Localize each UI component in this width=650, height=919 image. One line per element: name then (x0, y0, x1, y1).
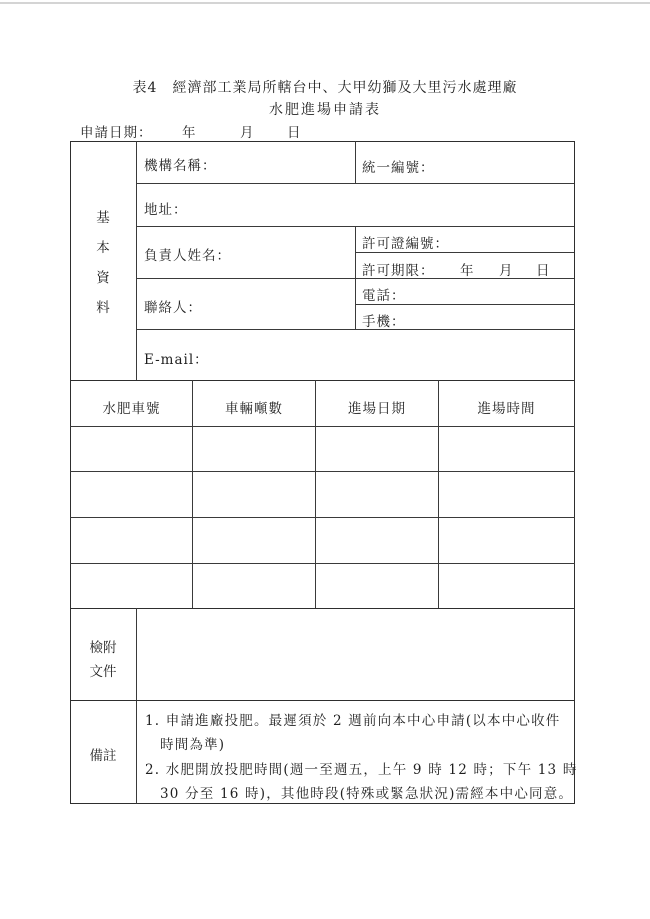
basic-info-label-char-2: 本 (96, 240, 110, 256)
address-label: 地址： (144, 202, 188, 218)
basic-info-label-char-4: 料 (96, 300, 110, 316)
apply-date-day-unit[interactable]: 日 (287, 125, 302, 141)
mobile-label: 手機： (362, 314, 406, 330)
vehicle-cell-entry-date[interactable] (316, 472, 438, 517)
address-field[interactable] (137, 184, 574, 226)
vehicle-cell-truck-number[interactable] (71, 564, 192, 608)
email-field[interactable] (137, 330, 574, 380)
apply-date (80, 121, 302, 141)
remark-line-3: 2. 水肥開放投肥時間(週一至週五，上午 9 時 12 時；下午 13 時 (145, 762, 578, 778)
email-label: E-mail： (144, 352, 209, 368)
section-divider-remarks (70, 700, 575, 701)
remarks-label: 備註 (89, 748, 117, 764)
attachments-field[interactable] (137, 609, 574, 700)
vehicle-cell-entry-date[interactable] (316, 427, 438, 471)
basic-info-label-char-1: 基 (96, 210, 110, 226)
section-divider-vehicle (70, 380, 575, 381)
vehicle-cell-entry-date[interactable] (316, 564, 438, 608)
contact-person-field[interactable] (137, 279, 355, 329)
vehicle-cell-vehicle-tonnage[interactable] (193, 518, 315, 563)
remark-line-1: 1. 申請進廠投肥。最遲須於 2 週前向本中心申請(以本中心收件 (145, 713, 561, 729)
vehicle-cell-entry-time[interactable] (439, 518, 574, 563)
permit-number-field[interactable] (356, 227, 574, 252)
phone-field[interactable] (356, 279, 574, 304)
mobile-field[interactable] (356, 305, 574, 329)
vehicle-cell-truck-number[interactable] (71, 427, 192, 471)
org-name-label: 機構名稱： (144, 158, 217, 174)
vehicle-cell-vehicle-tonnage[interactable] (193, 472, 315, 517)
col-header-entry-date: 進場日期 (348, 401, 406, 417)
vehicle-cell-entry-time[interactable] (439, 427, 574, 471)
contact-person-label: 聯絡人： (144, 300, 202, 316)
permit-period-field[interactable] (356, 253, 574, 278)
permit-day-unit: 日 (536, 263, 551, 279)
permit-year-unit: 年 (460, 263, 475, 279)
table-border-right (574, 141, 575, 804)
apply-date-year-unit[interactable]: 年 (182, 125, 197, 141)
basic-info-label-char-3: 資 (96, 270, 110, 286)
responsible-person-field[interactable] (137, 227, 355, 278)
permit-number-label: 許可證編號： (362, 236, 449, 252)
permit-period-label: 許可期限： (362, 263, 435, 279)
org-name-field[interactable] (137, 142, 355, 183)
col-header-entry-time: 進場時間 (477, 401, 536, 417)
page-top-edge (0, 2, 650, 4)
vehicle-cell-entry-date[interactable] (316, 518, 438, 563)
apply-date-month-unit[interactable]: 月 (240, 125, 255, 141)
table-border-bottom (70, 803, 575, 804)
vehicle-cell-vehicle-tonnage[interactable] (193, 427, 315, 471)
vehicle-cell-vehicle-tonnage[interactable] (193, 564, 315, 608)
attachments-label-line2: 文件 (89, 664, 117, 680)
unified-number-field[interactable] (356, 142, 574, 183)
attachments-label-line1: 檢附 (89, 640, 117, 656)
form-title-line2: 水肥進場申請表 (269, 102, 381, 118)
form-title-line1: 表4 經濟部工業局所轄台中、大甲幼獅及大里污水處理廠 (132, 80, 518, 96)
phone-label: 電話： (362, 288, 406, 304)
apply-date-label: 申請日期： (80, 125, 153, 141)
vehicle-cell-entry-time[interactable] (439, 472, 574, 517)
vehicle-cell-entry-time[interactable] (439, 564, 574, 608)
col-header-truck-number: 水肥車號 (102, 401, 161, 417)
remark-line-2: 時間為準) (160, 737, 226, 753)
responsible-person-label: 負責人姓名： (144, 248, 231, 264)
remark-line-4: 30 分至 16 時)，其他時段(特殊或緊急狀況)需經本中心同意。 (160, 786, 574, 802)
vehicle-cell-truck-number[interactable] (71, 518, 192, 563)
vehicle-cell-truck-number[interactable] (71, 472, 192, 517)
unified-number-label: 統一編號： (362, 160, 435, 176)
col-header-vehicle-tonnage: 車輛噸數 (225, 401, 283, 417)
permit-month-unit: 月 (499, 263, 514, 279)
